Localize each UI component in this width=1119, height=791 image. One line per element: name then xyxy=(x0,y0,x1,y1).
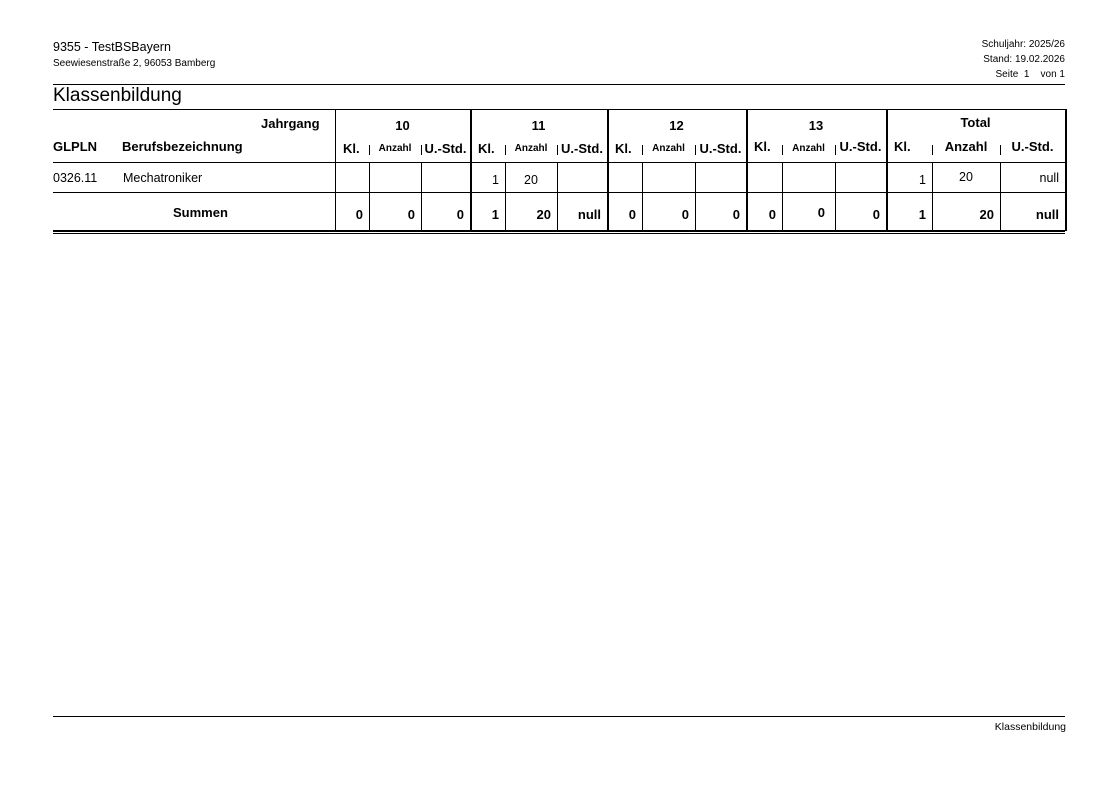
col-anzahl-header: Anzahl xyxy=(944,139,988,154)
col-ustd-header: U.-Std. xyxy=(839,139,882,154)
col-anzahl-header: Anzahl xyxy=(514,143,548,154)
sum-value: 0 xyxy=(407,207,415,222)
sum-value: 1 xyxy=(918,207,926,222)
sum-value: 20 xyxy=(979,207,994,222)
sum-value: 0 xyxy=(872,207,880,222)
glpln-header: GLPLN xyxy=(53,139,98,154)
table-rule xyxy=(53,162,1065,163)
row-value: 1 xyxy=(919,173,926,187)
page-title: Klassenbildung xyxy=(53,85,182,106)
col-kl-header: Kl. xyxy=(615,141,632,156)
row-value: null xyxy=(1039,171,1059,185)
sum-value: null xyxy=(1035,207,1059,222)
page-total: von 1 xyxy=(1040,69,1065,80)
table-rule xyxy=(53,109,1065,110)
report-date: Stand: 19.02.2026 xyxy=(983,54,1065,65)
header-rule xyxy=(53,84,1065,85)
sum-value: 0 xyxy=(355,207,363,222)
footer-label: Klassenbildung xyxy=(994,721,1066,733)
berufsbezeichnung-header: Berufsbezeichnung xyxy=(122,139,243,154)
row-value: 20 xyxy=(959,170,973,184)
col-anzahl-header: Anzahl xyxy=(652,143,685,154)
row-glpln: 0326.11 xyxy=(53,171,98,185)
col-ustd-header: U.-Std. xyxy=(1011,139,1054,154)
sum-value: 0 xyxy=(768,207,776,222)
sum-value: 0 xyxy=(817,205,825,220)
row-berufsbezeichnung: Mechatroniker xyxy=(123,171,203,185)
col-ustd-header: U.-Std. xyxy=(699,141,742,156)
col-ustd-header: U.-Std. xyxy=(424,141,467,156)
sum-value: 0 xyxy=(456,207,464,222)
footer-rule xyxy=(53,716,1065,717)
sum-value: null xyxy=(577,207,601,222)
sum-value: 20 xyxy=(536,207,551,222)
col-anzahl-header: Anzahl xyxy=(378,143,412,154)
page-prefix: Seite xyxy=(995,69,1019,80)
school-year: Schuljahr: 2025/26 xyxy=(981,39,1065,50)
row-value: 1 xyxy=(492,173,499,187)
page-info xyxy=(995,69,1065,80)
sum-value: 0 xyxy=(681,207,689,222)
table-rule xyxy=(53,233,1065,234)
col-kl-header: Kl. xyxy=(894,139,911,154)
group-header-total: Total xyxy=(960,115,991,130)
group-header-10: 10 xyxy=(395,118,410,133)
group-header-13: 13 xyxy=(808,118,824,133)
sum-value: 1 xyxy=(491,207,499,222)
col-kl-header: Kl. xyxy=(343,141,360,156)
sum-value: 0 xyxy=(732,207,740,222)
col-ustd-header: U.-Std. xyxy=(561,141,603,156)
group-header-11: 11 xyxy=(531,118,546,133)
column-divider xyxy=(1065,109,1067,231)
group-header-12: 12 xyxy=(669,118,684,133)
col-kl-header: Kl. xyxy=(754,139,771,154)
school-name: 9355 - TestBSBayern xyxy=(53,40,171,54)
row-value: 20 xyxy=(524,173,538,187)
page-number: 1 xyxy=(1023,69,1030,80)
school-address: Seewiesenstraße 2, 96053 Bamberg xyxy=(53,58,216,69)
table-rule xyxy=(53,230,1065,232)
col-kl-header: Kl. xyxy=(478,141,495,156)
table-rule xyxy=(53,192,1065,193)
col-anzahl-header: Anzahl xyxy=(792,143,825,154)
sum-value: 0 xyxy=(628,207,636,222)
jahrgang-label: Jahrgang xyxy=(261,116,320,131)
summen-label: Summen xyxy=(173,205,228,220)
